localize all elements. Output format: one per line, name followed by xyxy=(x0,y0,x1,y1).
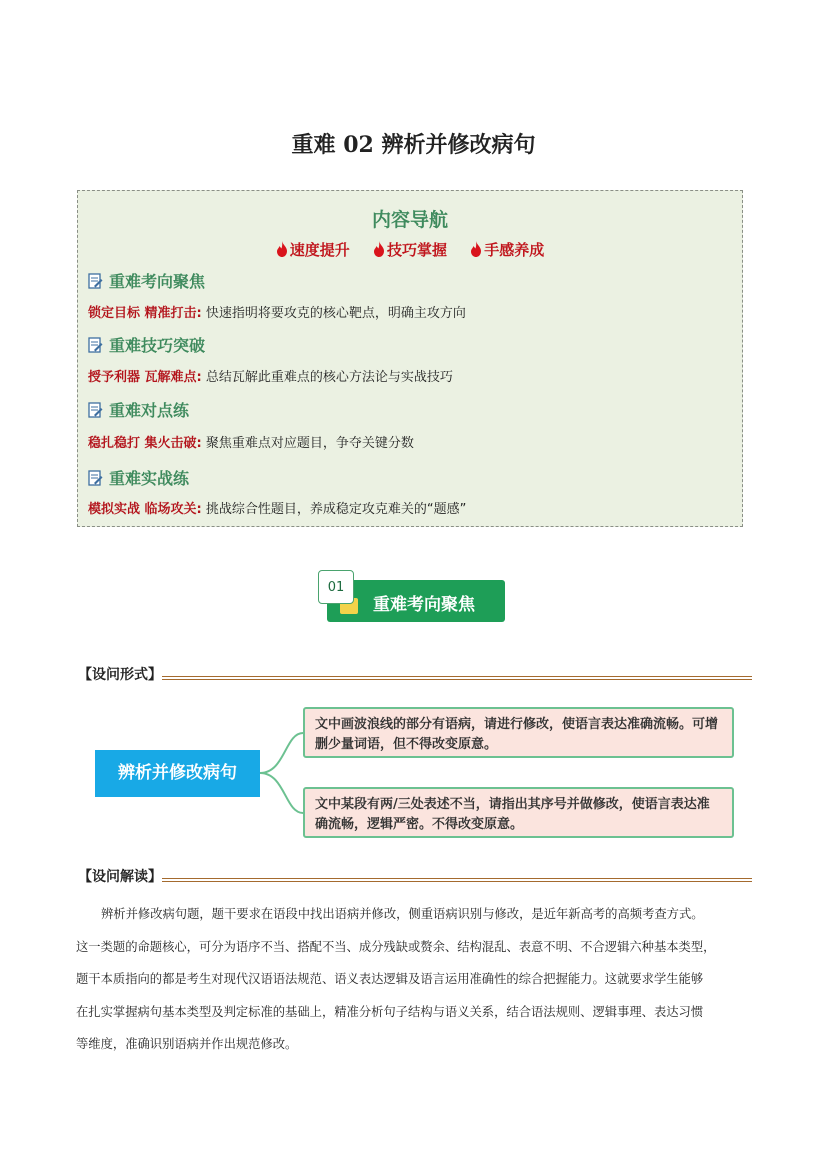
heading-rule xyxy=(162,881,752,882)
section-label: 锁定目标 精准打击: xyxy=(88,306,202,321)
interpretation-paragraph xyxy=(76,898,756,1061)
section-desc: 挑战综合性题目，养成稳定攻克难关的“题感” xyxy=(205,502,467,517)
nav-section-title: 重难对点练 xyxy=(88,398,189,421)
section-desc: 快速指明将要攻克的核心靶点，明确主攻方向 xyxy=(205,306,466,321)
badge-label: 重难考向聚焦 xyxy=(373,595,475,615)
badge-number: 01 xyxy=(318,570,354,604)
nav-heading: 内容导航 xyxy=(371,209,448,231)
nav-tag-label: 技巧掌握 xyxy=(386,241,447,259)
section-heading-label: 【设问解读】 xyxy=(78,869,162,885)
section-label: 稳扎稳打 集火击破: xyxy=(88,436,202,451)
nav-tag-label: 手感养成 xyxy=(484,241,545,259)
heading-rule xyxy=(162,878,752,879)
paragraph-line: 在扎实掌握病句基本类型及判定标准的基础上，精准分析句子结构与语义关系，结合语法规则、逻辑事理、表达习惯 xyxy=(76,1004,704,1019)
nav-section-title: 重难实战练 xyxy=(88,466,189,489)
mindmap-root: 辨析并修改病句 xyxy=(95,750,260,797)
section-desc: 总结瓦解此重难点的核心方法论与实战技巧 xyxy=(205,370,453,385)
nav-tag-label: 速度提升 xyxy=(289,241,350,259)
section-heading-read xyxy=(78,866,752,886)
mindmap-branch: 文中某段有两/三处表述不当，请指出其序号并做修改，使语言表达准确流畅，逻辑严密。不得改变原意。 xyxy=(303,787,734,838)
paragraph-line: 辨析并修改病句题，题干要求在语段中找出语病并修改，侧重语病识别与修改，是近年新高考的高频考查方式。 xyxy=(101,907,704,921)
section-label: 模拟实战 临场攻关: xyxy=(88,502,202,517)
paragraph-line: 这一类题的命题核心，可分为语序不当、搭配不当、成分残缺或赘余、结构混乱、表意不明、不合逻辑六种基本类型， xyxy=(76,939,716,954)
section-desc: 聚焦重难点对应题目，争夺关键分数 xyxy=(205,436,414,451)
page-title: 重难 02 辨析并修改病句 xyxy=(291,132,536,158)
nav-section-title: 重难技巧突破 xyxy=(88,333,205,356)
paragraph-line: 题干本质指向的都是考生对现代汉语语法规范、语义表达逻辑及语言运用准确性的综合把握能力。这就要求学生能够 xyxy=(76,972,704,986)
section-heading-label: 【设问形式】 xyxy=(78,667,162,683)
mindmap-branch: 文中画波浪线的部分有语病，请进行修改，使语言表达准确流畅。可增删少量词语，但不得改变原意。 xyxy=(303,707,734,758)
nav-section-title: 重难考向聚焦 xyxy=(88,269,205,292)
section-label: 授予利器 瓦解难点: xyxy=(88,370,202,385)
paragraph-line: 等维度，准确识别语病并作出规范修改。 xyxy=(76,1037,298,1051)
